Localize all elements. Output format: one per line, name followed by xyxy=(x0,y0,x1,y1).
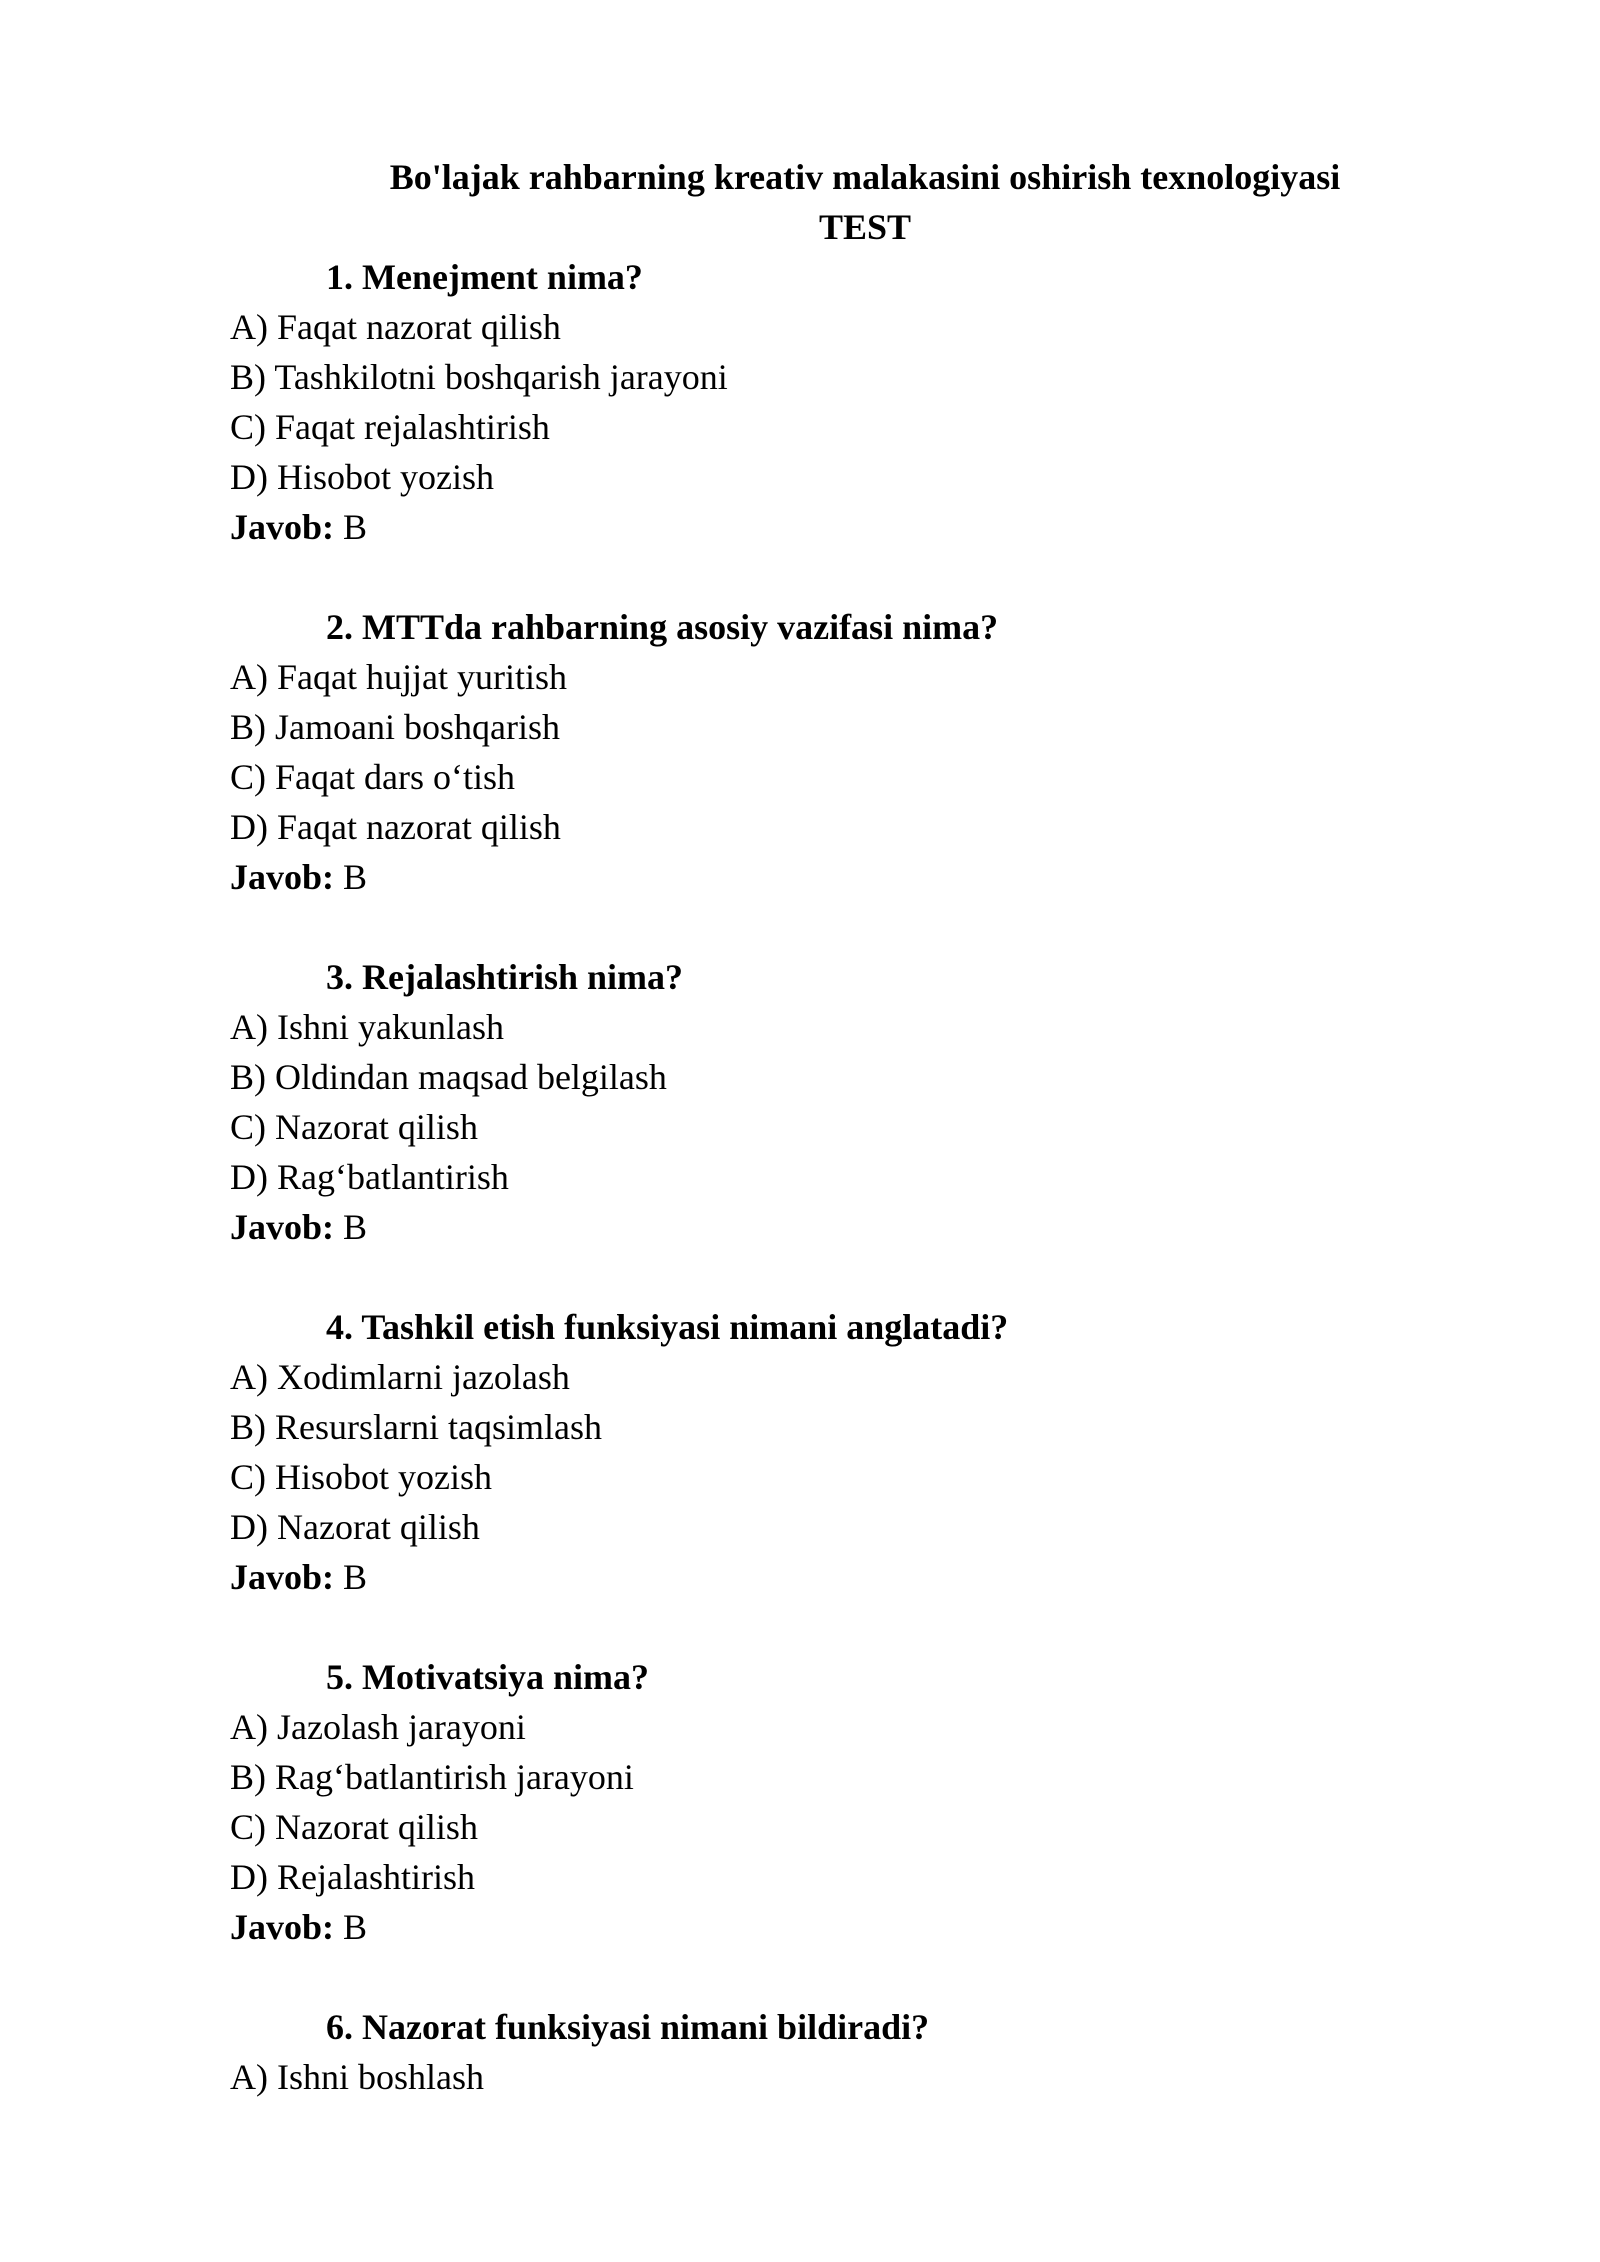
option-d: D) Nazorat qilish xyxy=(230,1507,480,1547)
option-d: D) Faqat nazorat qilish xyxy=(230,807,561,847)
option-c: C) Hisobot yozish xyxy=(230,1457,493,1497)
option-c: C) Faqat rejalashtirish xyxy=(230,407,550,447)
question-list xyxy=(230,252,1500,2102)
question-title: 2. MTTda rahbarning asosiy vazifasi nima? xyxy=(326,607,999,647)
option-a: A) Faqat hujjat yuritish xyxy=(230,657,567,697)
answer-label: Javob: xyxy=(230,1557,335,1597)
option-c: C) Faqat dars o‘tish xyxy=(230,757,515,797)
option-d: D) Rejalashtirish xyxy=(230,1857,475,1897)
option-b: B) Rag‘batlantirish jarayoni xyxy=(230,1757,634,1797)
answer-value: B xyxy=(343,1907,368,1947)
question-title: 3. Rejalashtirish nima? xyxy=(326,957,684,997)
option-b: B) Jamoani boshqarish xyxy=(230,707,560,747)
answer-value: B xyxy=(343,857,368,897)
answer-label: Javob: xyxy=(230,1207,335,1247)
option-b: B) Oldindan maqsad belgilash xyxy=(230,1057,667,1097)
question-6 xyxy=(230,2002,1500,2102)
answer-line xyxy=(230,852,1500,902)
answer-label: Javob: xyxy=(230,857,335,897)
question-title: 4. Tashkil etish funksiyasi nimani anglatadi? xyxy=(326,1307,1009,1347)
option-b: B) Resurslarni taqsimlash xyxy=(230,1407,602,1447)
document-title: Bo'lajak rahbarning kreativ malakasini oshirish texnologiyasi xyxy=(389,157,1341,197)
option-d: D) Rag‘batlantirish xyxy=(230,1157,509,1197)
question-3 xyxy=(230,952,1500,1252)
answer-value: B xyxy=(343,507,368,547)
question-1 xyxy=(230,252,1500,552)
answer-label: Javob: xyxy=(230,1907,335,1947)
answer-line xyxy=(230,1902,1500,1952)
document-subtitle: TEST xyxy=(818,207,912,247)
option-b: B) Tashkilotni boshqarish jarayoni xyxy=(230,357,728,397)
question-title: 1. Menejment nima? xyxy=(326,257,643,297)
option-d: D) Hisobot yozish xyxy=(230,457,494,497)
option-c: C) Nazorat qilish xyxy=(230,1107,478,1147)
answer-value: B xyxy=(343,1557,368,1597)
answer-line xyxy=(230,502,1500,552)
question-title: 6. Nazorat funksiyasi nimani bildiradi? xyxy=(326,2007,930,2047)
option-a: A) Ishni boshlash xyxy=(230,2057,484,2097)
question-2 xyxy=(230,602,1500,902)
question-4 xyxy=(230,1302,1500,1602)
option-a: A) Faqat nazorat qilish xyxy=(230,307,561,347)
answer-line xyxy=(230,1552,1500,1602)
question-title: 5. Motivatsiya nima? xyxy=(326,1657,649,1697)
option-c: C) Nazorat qilish xyxy=(230,1807,478,1847)
option-a: A) Jazolash jarayoni xyxy=(230,1707,526,1747)
answer-line xyxy=(230,1202,1500,1252)
option-a: A) Ishni yakunlash xyxy=(230,1007,504,1047)
answer-label: Javob: xyxy=(230,507,335,547)
question-5 xyxy=(230,1652,1500,1952)
option-a: A) Xodimlarni jazolash xyxy=(230,1357,570,1397)
answer-value: B xyxy=(343,1207,368,1247)
